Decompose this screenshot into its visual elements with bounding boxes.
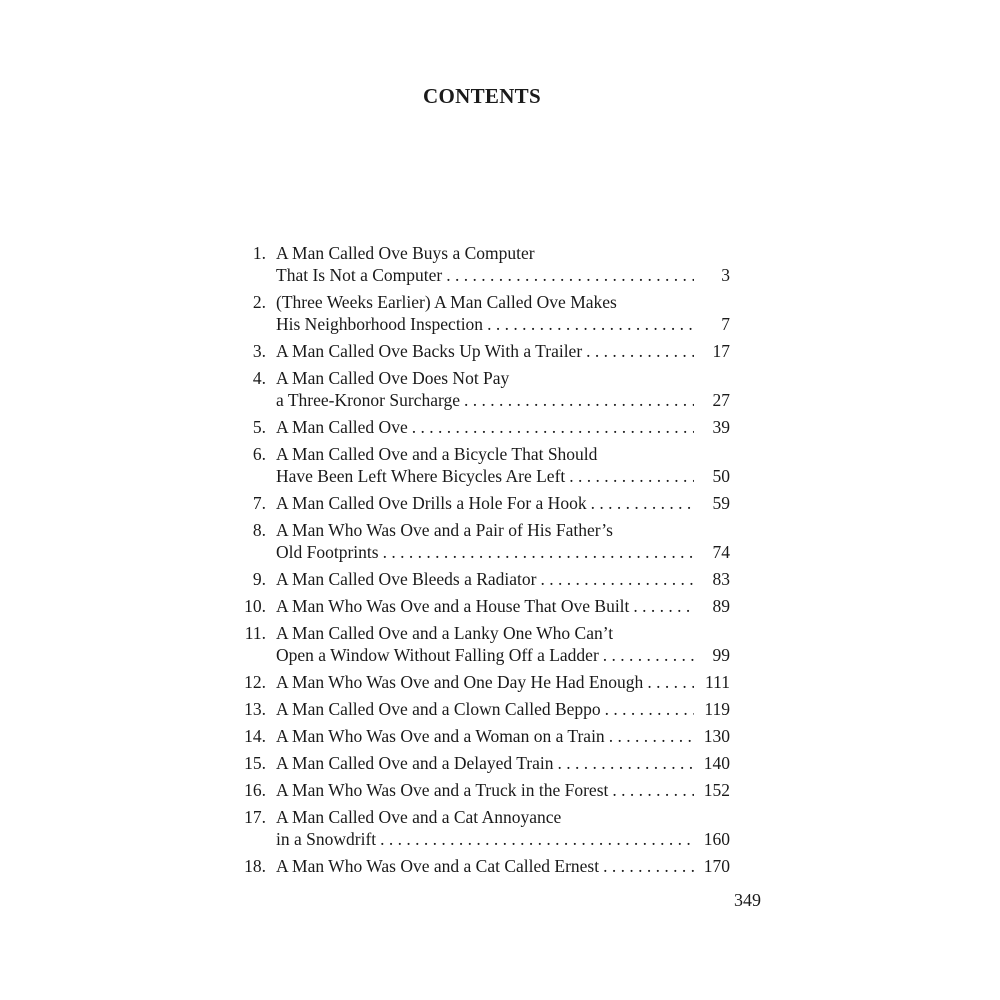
chapter-title-line: A Man Who Was Ove and a Woman on a Train: [276, 726, 605, 746]
chapter-number: 15.: [244, 753, 266, 773]
chapter-number: 2.: [252, 292, 266, 312]
chapter-title-line: A Man Called Ove Does Not Pay: [276, 368, 510, 388]
dot-leader: [569, 465, 694, 487]
toc-entry[interactable]: [234, 752, 730, 774]
dot-leader: [487, 313, 694, 335]
toc-entry[interactable]: [234, 725, 730, 747]
toc-entry[interactable]: [234, 340, 730, 362]
chapter-page-number: 130: [703, 726, 730, 746]
dot-leader: [558, 752, 694, 774]
toc-entry[interactable]: [234, 416, 730, 438]
chapter-page-number: 39: [712, 417, 730, 437]
chapter-page-number: 111: [705, 672, 730, 692]
chapter-number: 13.: [244, 699, 266, 719]
dot-leader: [605, 698, 694, 720]
dot-leader: [609, 725, 694, 747]
dot-leader: [586, 340, 694, 362]
chapter-number: 10.: [244, 596, 266, 616]
chapter-title-line: A Man Called Ove and a Bicycle That Should: [276, 444, 598, 464]
chapter-page-number: 119: [704, 699, 730, 719]
dot-leader: [647, 671, 694, 693]
page-number: 349: [734, 890, 761, 910]
chapter-title-line: His Neighborhood Inspection: [276, 314, 484, 334]
chapter-page-number: 7: [721, 314, 730, 334]
toc-entry[interactable]: [234, 492, 730, 514]
toc-entry[interactable]: [234, 367, 730, 411]
dot-leader: [603, 855, 694, 877]
chapter-title-line: in a Snowdrift: [276, 829, 377, 849]
chapter-title-line: That Is Not a Computer: [276, 265, 443, 285]
dot-leader: [591, 492, 694, 514]
chapter-number: 4.: [252, 368, 266, 388]
chapter-title-line: A Man Called Ove: [276, 417, 408, 437]
toc-entry[interactable]: [234, 595, 730, 617]
toc-entry[interactable]: [234, 242, 730, 286]
toc-entry[interactable]: [234, 671, 730, 693]
chapter-number: 18.: [244, 856, 266, 876]
table-of-contents: [234, 242, 730, 882]
chapter-title-line: A Man Called Ove and a Lanky One Who Can’t: [276, 623, 614, 643]
dot-leader: [633, 595, 694, 617]
chapter-title-line: A Man Called Ove Backs Up With a Trailer: [276, 341, 583, 361]
chapter-number: 1.: [252, 243, 266, 263]
chapter-number: 12.: [244, 672, 266, 692]
chapter-title-line: A Man Who Was Ove and a Pair of His Father’s: [276, 520, 613, 540]
dot-leader: [541, 568, 695, 590]
chapter-number: 17.: [244, 807, 266, 827]
chapter-page-number: 140: [703, 753, 730, 773]
toc-entry[interactable]: [234, 779, 730, 801]
chapter-page-number: 170: [703, 856, 730, 876]
dot-leader: [446, 264, 694, 286]
chapter-page-number: 89: [712, 596, 730, 616]
chapter-title-line: A Man Called Ove Buys a Computer: [276, 243, 535, 263]
dot-leader: [380, 828, 694, 850]
chapter-title-line: A Man Who Was Ove and a Cat Called Ernest: [276, 856, 600, 876]
chapter-title-line: A Man Who Was Ove and One Day He Had Enough: [276, 672, 644, 692]
chapter-title-line: A Man Called Ove and a Cat Annoyance: [276, 807, 562, 827]
chapter-number: 16.: [244, 780, 266, 800]
toc-entry[interactable]: [234, 698, 730, 720]
dot-leader: [383, 541, 694, 563]
chapter-page-number: 50: [712, 466, 730, 486]
toc-entry[interactable]: [234, 622, 730, 666]
chapter-number: 3.: [252, 341, 266, 361]
chapter-title-line: A Man Called Ove and a Delayed Train: [276, 753, 554, 773]
toc-entry[interactable]: [234, 443, 730, 487]
toc-entry[interactable]: [234, 855, 730, 877]
dot-leader: [603, 644, 694, 666]
chapter-title-line: a Three-Kronor Surcharge: [276, 390, 460, 410]
chapter-number: 9.: [252, 569, 266, 589]
chapter-number: 8.: [252, 520, 266, 540]
chapter-title-line: Open a Window Without Falling Off a Ladder: [276, 645, 599, 665]
chapter-page-number: 17: [712, 341, 730, 361]
chapter-number: 7.: [252, 493, 266, 513]
chapter-page-number: 59: [712, 493, 730, 513]
dot-leader: [612, 779, 694, 801]
chapter-page-number: 83: [712, 569, 730, 589]
page-title: CONTENTS: [423, 84, 541, 108]
chapter-page-number: 152: [703, 780, 730, 800]
chapter-number: 14.: [244, 726, 266, 746]
chapter-title-line: A Man Who Was Ove and a House That Ove Built: [276, 596, 630, 616]
chapter-page-number: 99: [712, 645, 730, 665]
chapter-title-line: (Three Weeks Earlier) A Man Called Ove Makes: [276, 292, 617, 312]
chapter-title-line: A Man Called Ove and a Clown Called Beppo: [276, 699, 601, 719]
toc-entry[interactable]: [234, 568, 730, 590]
chapter-title-line: Old Footprints: [276, 542, 379, 562]
chapter-page-number: 27: [712, 390, 730, 410]
chapter-page-number: 74: [712, 542, 730, 562]
dot-leader: [464, 389, 694, 411]
chapter-number: 5.: [252, 417, 266, 437]
toc-entry[interactable]: [234, 291, 730, 335]
chapter-title-line: Have Been Left Where Bicycles Are Left: [276, 466, 566, 486]
chapter-title-line: A Man Called Ove Drills a Hole For a Hook: [276, 493, 587, 513]
toc-entry[interactable]: [234, 806, 730, 850]
chapter-title-line: A Man Called Ove Bleeds a Radiator: [276, 569, 537, 589]
dot-leader: [412, 416, 694, 438]
chapter-page-number: 3: [721, 265, 730, 285]
chapter-number: 6.: [252, 444, 266, 464]
toc-entry[interactable]: [234, 519, 730, 563]
chapter-page-number: 160: [703, 829, 730, 849]
chapter-number: 11.: [244, 623, 266, 643]
chapter-title-line: A Man Who Was Ove and a Truck in the Forest: [276, 780, 609, 800]
